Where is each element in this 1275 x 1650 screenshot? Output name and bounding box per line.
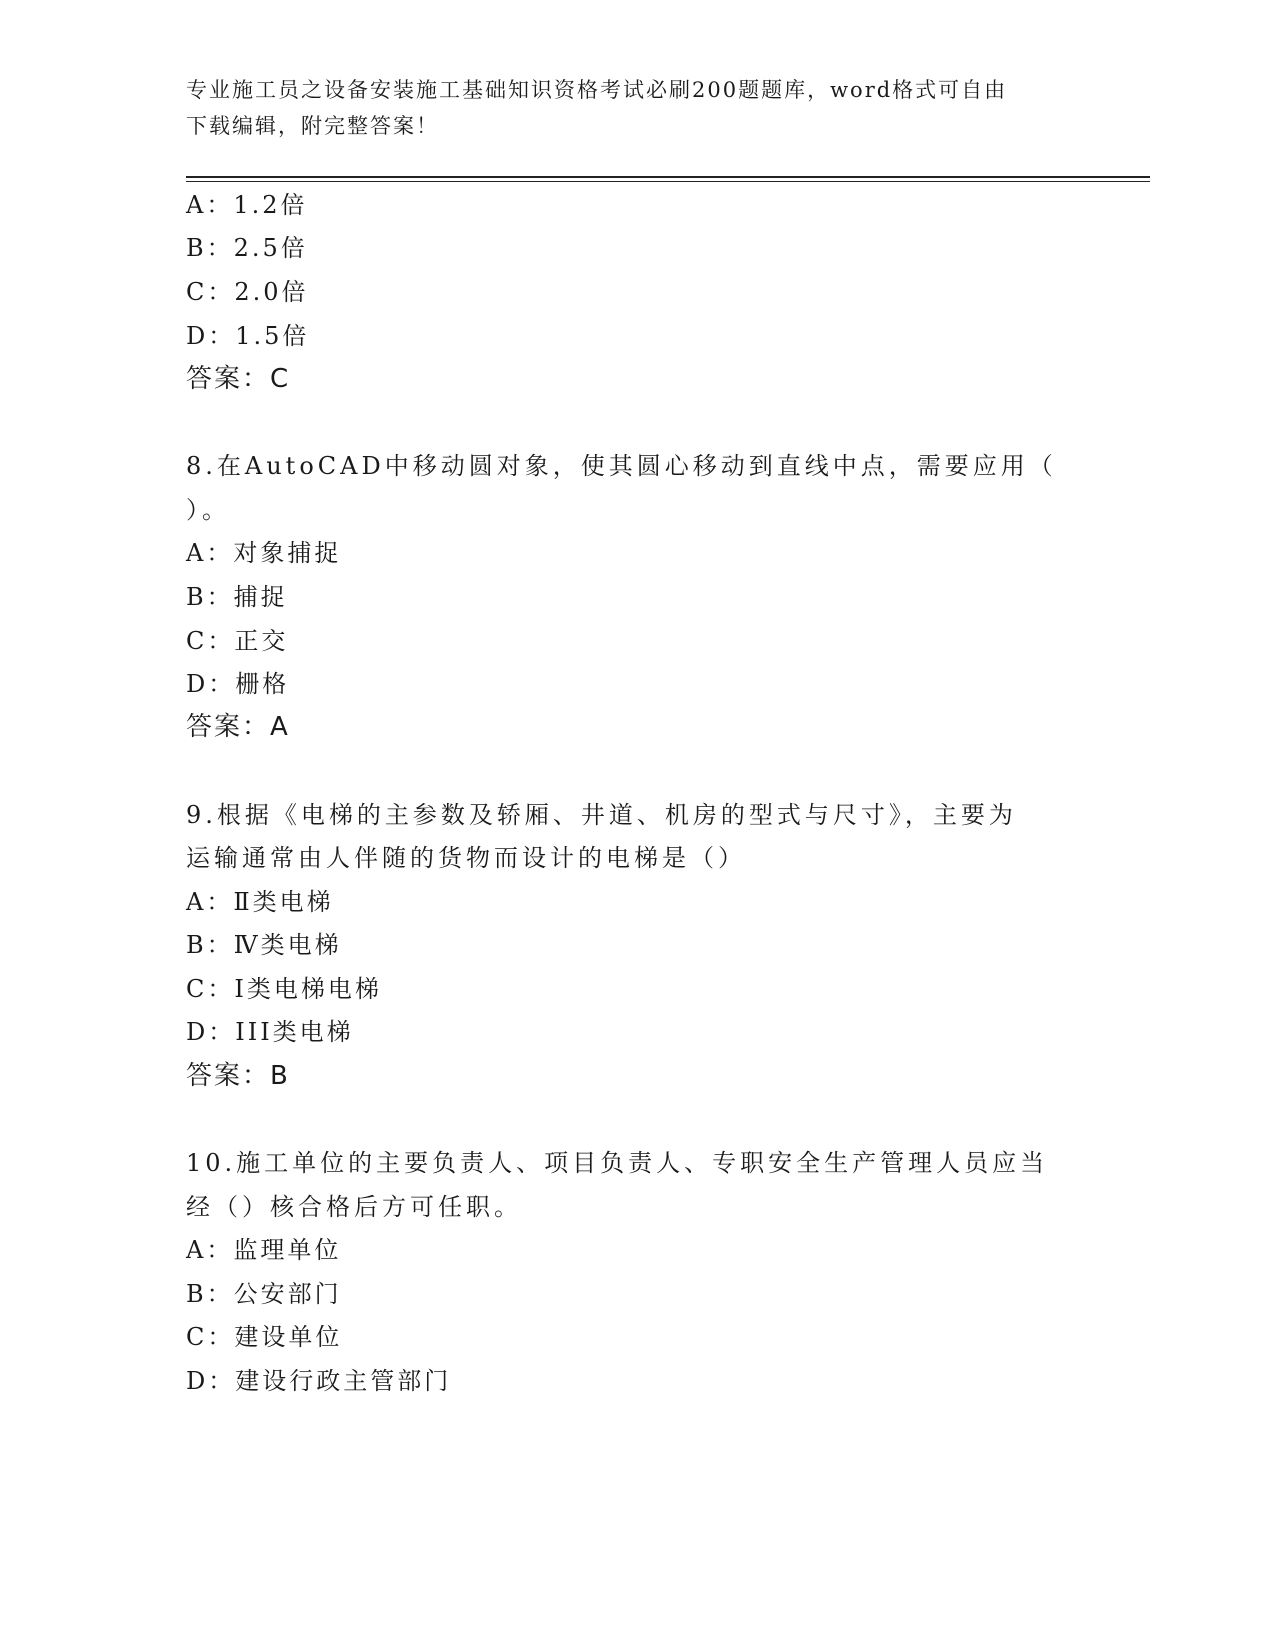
- q8-stem-line-1: 8.在AutoCAD中移动圆对象，使其圆心移动到直线中点，需要应用（: [186, 452, 1057, 480]
- header-line-2: 下载编辑，附完整答案！: [186, 114, 439, 138]
- q10-stem-line-2: 经（）核合格后方可任职。: [186, 1193, 522, 1221]
- document-header: [186, 72, 1066, 144]
- header-divider-thick: [186, 176, 1150, 178]
- q8-option-b: B：捕捉: [186, 583, 288, 611]
- q7-option-c: C：2.0倍: [186, 278, 309, 306]
- header-line-1: 专业施工员之设备安装施工基础知识资格考试必刷200题题库，word格式可自由: [186, 78, 1008, 102]
- q9-option-b: B：Ⅳ类电梯: [186, 931, 342, 959]
- header-divider-thin: [186, 181, 1150, 182]
- q10-option-d: D：建设行政主管部门: [186, 1367, 452, 1395]
- q8-option-a: A：对象捕捉: [186, 539, 342, 567]
- q9-option-a: A：Ⅱ类电梯: [186, 888, 334, 916]
- q8-option-c: C：正交: [186, 627, 289, 655]
- q8-option-d: D：栅格: [186, 670, 290, 698]
- q7-option-b: B：2.5倍: [186, 234, 308, 262]
- q9-option-c: C：Ⅰ类电梯电梯: [186, 975, 382, 1003]
- q8-answer: 答案：A: [186, 712, 290, 742]
- q9-answer: 答案：B: [186, 1061, 290, 1091]
- q10-option-b: B：公安部门: [186, 1280, 342, 1308]
- q9-option-d: D：III类电梯: [186, 1018, 354, 1046]
- q10-stem-line-1: 10.施工单位的主要负责人、项目负责人、专职安全生产管理人员应当: [186, 1149, 1049, 1177]
- q7-option-a: A：1.2倍: [186, 191, 308, 219]
- q9-stem-line-2: 运输通常由人伴随的货物而设计的电梯是（）: [186, 844, 746, 872]
- q10-option-c: C：建设单位: [186, 1323, 343, 1351]
- q7-option-d: D：1.5倍: [186, 322, 310, 350]
- q10-option-a: A：监理单位: [186, 1236, 342, 1264]
- q8-stem-line-2: ）。: [186, 496, 230, 524]
- q7-answer: 答案：C: [186, 364, 291, 394]
- q9-stem-line-1: 9.根据《电梯的主参数及轿厢、井道、机房的型式与尺寸》，主要为: [186, 801, 1017, 829]
